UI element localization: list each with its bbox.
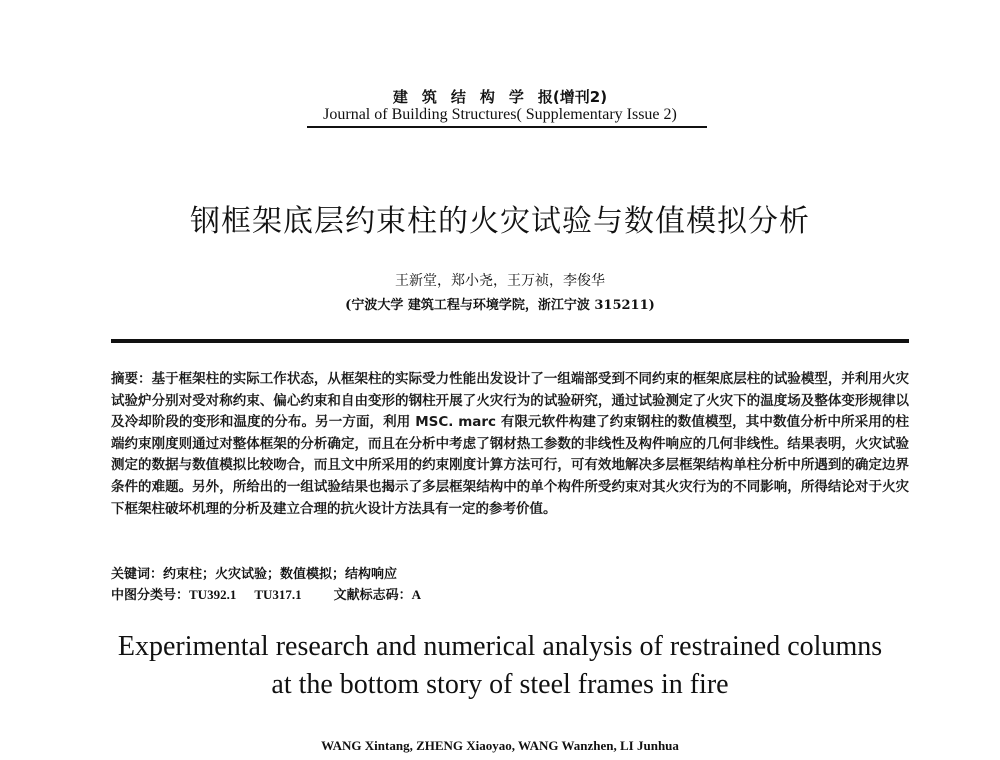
doc-code: A (411, 587, 422, 602)
abstract-divider (111, 339, 909, 343)
journal-name-en: Journal of Building Structures( Supplementary Issue 2) (323, 106, 677, 123)
journal-name-cn-text: 建筑结构学 (392, 88, 538, 106)
journal-issue-cn: 报(增刊2) (537, 88, 608, 106)
paper-title-en-line1: Experimental research and numerical analysis of restrained columns (117, 631, 883, 662)
doc-code-label: 文献标志码： (333, 588, 412, 603)
clc-code-1: TU392.1 (189, 587, 237, 602)
paper-title-en (0, 628, 1000, 704)
paper-title-cn: 钢框架底层约束柱的火灾试验与数值模拟分析 (190, 204, 810, 239)
keywords-label: 关键词： (111, 567, 164, 582)
clc-label: 中图分类号： (111, 588, 190, 603)
keywords (111, 563, 397, 582)
keywords-text: 约束柱；火灾试验；数值模拟；结构响应 (163, 567, 398, 582)
clc-code-2: TU317.1 (254, 587, 302, 602)
classification (111, 584, 421, 603)
header-divider (307, 126, 707, 128)
abstract (111, 369, 909, 520)
abstract-text: 基于框架柱的实际工作状态，从框架柱的实际受力性能出发设计了一组端部受到不同约束的框架底层柱的试验模型，并利用火灾试验炉分别对受对称约束、偏心约束和自由变形的钢柱开展了火灾行为的试验研究，通过试验测定了火灾下的温度场及整体变形规律以及冷却阶段的变形和温度的分布。另一方面，利用 MSC. marc 有限元软件构建了约束钢柱的数值模型，其中数值分析中所采用的柱端约束刚度则通过对整体框架的分析确定，而且在分析中考虑了钢材热工参数的非线性及构件响应的几何非线性。结果表明，火灾试验测定的数据与数值模拟比较吻合，而且文中所采用的约束刚度计算方法可行，可有效地解决多层框架结构单柱分析中所遇到的确定边界条件的难题。另外，所给出的一组试验结果也揭示了多层框架结构中的单个构件所受约束对其火灾行为的不同影响，所得结论对于火灾下框架柱破坏机理的分析及建立合理的抗火设计方法具有一定的参考价值。 (111, 371, 909, 517)
authors-en: WANG Xintang, ZHENG Xiaoyao, WANG Wanzhen, LI Junhua (321, 738, 679, 753)
abstract-label: 摘要： (111, 371, 152, 387)
journal-name-cn (0, 86, 1000, 107)
paper-title-en-line2: at the bottom story of steel frames in fire (271, 669, 729, 700)
authors-cn: 王新堂，郑小尧，王万祯，李俊华 (395, 273, 605, 289)
affiliation-cn: (宁波大学 建筑工程与环境学院，浙江宁波 315211) (345, 298, 655, 313)
